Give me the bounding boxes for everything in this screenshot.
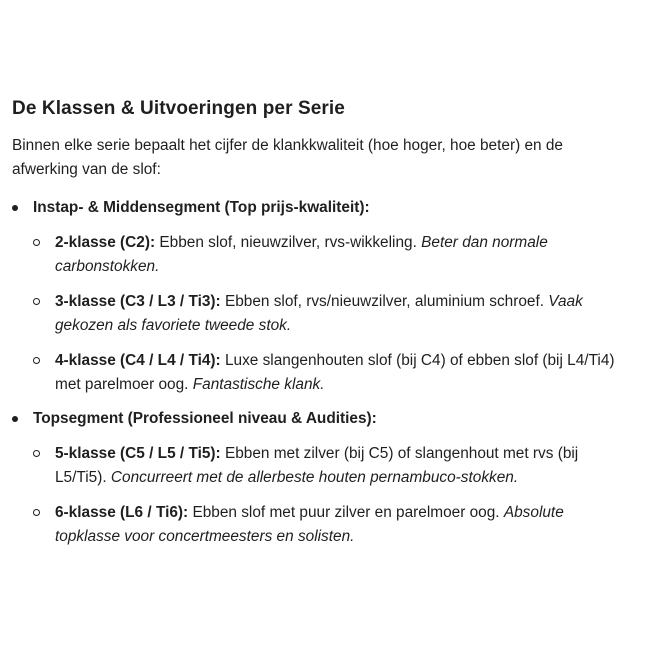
intro-paragraph: Binnen elke serie bepaalt het cijfer de klankkwaliteit (hoe hoger, hoe beter) en de afwerking van de slof: xyxy=(12,137,563,178)
bullet-disc-icon xyxy=(12,205,18,211)
class-note: Absolute topklasse voor concertmeesters en solisten. xyxy=(55,504,564,545)
class-description: Luxe slangenhouten slof (bij C4) of ebben slof (bij L4/Ti4) met parelmoer oog. xyxy=(55,352,615,393)
section-heading: De Klassen & Uitvoeringen per Serie xyxy=(12,98,345,119)
class-description: Ebben slof, nieuwzilver, rvs-wikkeling. xyxy=(159,234,417,251)
class-label: 5-klasse (C5 / L5 / Ti5): xyxy=(55,445,221,462)
class-note: Vaak gekozen als favoriete tweede stok. xyxy=(55,293,583,334)
group-title: Instap- & Middensegment (Top prijs-kwaliteit): xyxy=(33,199,370,216)
class-note: Beter dan normale carbonstokken. xyxy=(55,234,548,275)
class-item-5 xyxy=(33,442,622,490)
class-label: 2-klasse (C2): xyxy=(55,234,156,251)
group-item-instap xyxy=(12,196,622,397)
class-list xyxy=(33,231,622,397)
bullet-circle-icon xyxy=(33,298,40,305)
class-label: 3-klasse (C3 / L3 / Ti3): xyxy=(55,293,221,310)
bullet-circle-icon xyxy=(33,509,40,516)
bullet-circle-icon xyxy=(33,450,40,457)
bullet-circle-icon xyxy=(33,239,40,246)
bullet-circle-icon xyxy=(33,357,40,364)
class-item-2 xyxy=(33,231,622,279)
class-note: Concurreert met de allerbeste houten pernambuco-stokken. xyxy=(110,469,519,486)
bullet-disc-icon xyxy=(12,416,18,422)
class-item-4 xyxy=(33,349,622,397)
class-label: 4-klasse (C4 / L4 / Ti4): xyxy=(55,352,221,369)
class-list xyxy=(33,442,622,549)
series-group-list xyxy=(12,196,622,549)
class-item-6 xyxy=(33,501,622,549)
class-description: Ebben met zilver (bij C5) of slangenhout met rvs (bij L5/Ti5). xyxy=(55,445,579,486)
class-item-3 xyxy=(33,290,622,338)
group-item-topsegment xyxy=(12,407,622,549)
class-description: Ebben slof met puur zilver en parelmoer oog. xyxy=(192,504,500,521)
class-label: 6-klasse (L6 / Ti6): xyxy=(55,504,189,521)
class-note: Fantastische klank. xyxy=(192,376,325,393)
group-title: Topsegment (Professioneel niveau & Audities): xyxy=(33,410,377,427)
class-description: Ebben slof, rvs/nieuwzilver, aluminium schroef. xyxy=(224,293,545,310)
